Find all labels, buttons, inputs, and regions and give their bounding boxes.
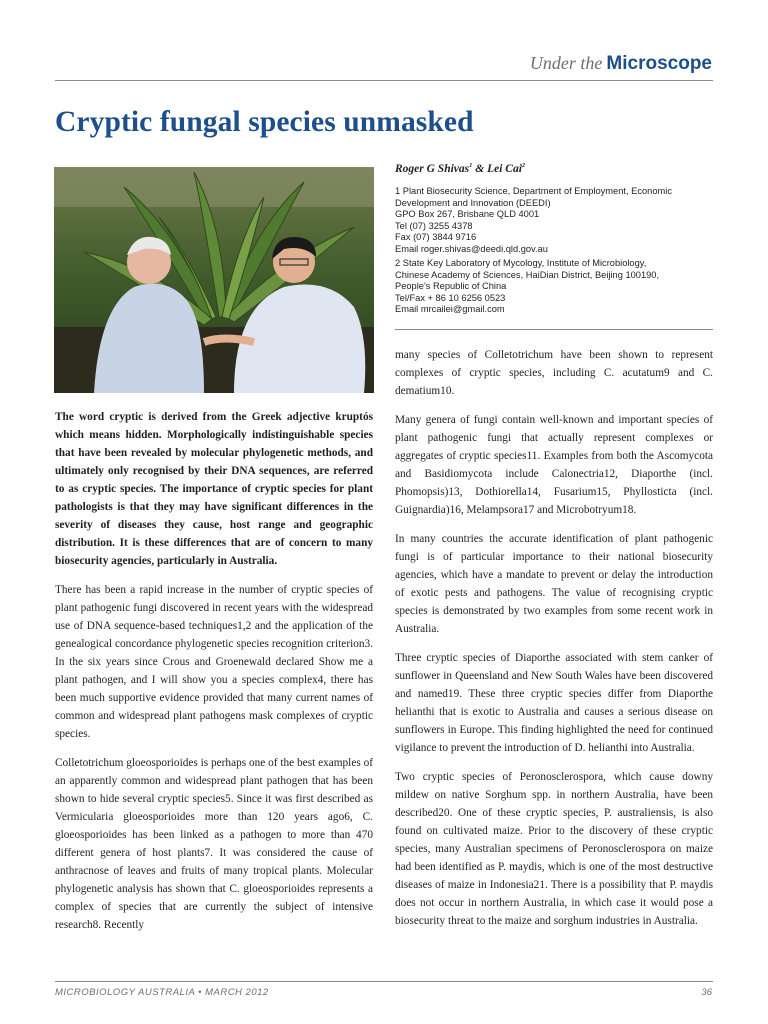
body-paragraph: many species of Colletotrichum have been shown to represent complexes of cryptic species, including C. acutatum9 and C. dematium10.	[395, 349, 713, 397]
footer-rule	[55, 981, 713, 982]
affiliation-line: Tel/Fax + 86 10 6256 0523	[395, 292, 506, 303]
author-2-affil-mark: 2	[521, 162, 526, 170]
page-number: 36	[701, 987, 712, 998]
right-column	[395, 346, 713, 930]
affiliation-email-1[interactable]: Email roger.shivas@deedi.qld.gov.au	[395, 243, 548, 254]
author-byline	[395, 163, 525, 175]
body-paragraph: Three cryptic species of Diaporthe associated with stem canker of sunflower in Queensland and New South Wales have been discovered and named19. These three cryptic species differ from Diaporthe helianthi that is exotic to Australia and causes a serious disease on sunflowers in Europe. This finding highlighted the need for continued vigilance to prevent the introduction of D. helianthi into Australia.	[395, 652, 713, 754]
author-separator: &	[472, 163, 488, 175]
footer-journal: MICROBIOLOGY AUSTRALIA • MARCH 2012	[55, 987, 269, 998]
header-prefix: Under the	[529, 53, 603, 73]
header-section-name: Microscope	[606, 53, 712, 74]
affiliation-line: Tel (07) 3255 4378	[395, 220, 473, 231]
author-affiliations	[395, 186, 715, 316]
affiliation-rule	[395, 329, 713, 330]
author-2-name: Lei Cai	[487, 163, 522, 175]
affiliation-email-2[interactable]: Email mrcailei@gmail.com	[395, 304, 505, 314]
affiliation-line: GPO Box 267, Brisbane QLD 4001	[395, 209, 540, 219]
left-column	[55, 408, 373, 934]
body-paragraph: There has been a rapid increase in the number of cryptic species of plant pathogenic fungi discovered in recent years with the widespread use of DNA sequence-based techniques1,2 and the application of the genealogical concordance phylogenetic species recognition criterion3. In the six years since Crous and Groenewald declared Show me a plant pathogen, and I will show you a species complex4, there has been much supportive evidence provided that many current names of common and widespread plant pathogens mask complexes of cryptic species.	[55, 584, 373, 740]
body-paragraph: Colletotrichum gloeosporioides is perhaps one of the best examples of an apparently common and widespread plant pathogen that has been shown to hide several cryptic species5. Since it was first described as Vermicularia gloeosporioides more than 120 years ago6, C. gloeosporioides has been linked as a pathogen to more than 470 different genera of host plants7. It was considered the cause of anthracnose of leaves and fruits of many tropical plants. Molecular phylogenetic analysis has shown that C. gloeosporioides represents a complex of species that are currently the subject of intensive research8. Recently	[55, 757, 373, 931]
affiliation-line: Fax (07) 3844 9716	[395, 232, 477, 242]
author-1-name: Roger G Shivas	[395, 163, 470, 175]
affiliation-line: Chinese Academy of Sciences, HaiDian District, Beijing 100190,	[395, 269, 660, 280]
running-header	[530, 54, 712, 73]
author-photo	[54, 167, 374, 393]
body-paragraph: Two cryptic species of Peronosclerospora, which cause downy mildew on native Sorghum spp. in northern Australia, have been described20. One of these cryptic species, P. australiensis, is also found on cultivated maize. Prior to the discovery of these cryptic species, many Australian specimens of Peronosclerospora on maize had been identified as P. maydis, which is one of the most destructive diseases of maize in Indonesia21. There is a possibility that P. maydis does not occur in northern Australia, in which case it would pose a biosecurity threat to the maize and sorghum industries in Australia.	[395, 771, 713, 927]
affiliation-line: 1 Plant Biosecurity Science, Department of Employment, Economic	[395, 186, 672, 196]
affiliation-line: Development and Innovation (DEEDI)	[395, 197, 551, 208]
abstract: The word cryptic is derived from the Greek adjective kruptós which means hidden. Morphologically indistinguishable species that have been revealed by molecular phylogenetic methods, and ultimately only recognised by their DNA sequences, are referred to as cryptic species. The importance of cryptic species for plant pathologists is that they may have significant differences in the severity of diseases they cause, host range and geographic distribution. It is these differences that are of concern to many biosecurity agencies, particularly in Australia.	[55, 411, 373, 567]
affiliation-line: People's Republic of China	[395, 281, 507, 291]
header-rule	[55, 80, 713, 81]
author-1-affil-mark: 1	[469, 162, 473, 170]
affiliation-line: 2 State Key Laboratory of Mycology, Institute of Microbiology,	[395, 258, 647, 268]
body-paragraph: Many genera of fungi contain well-known and important species of plant pathogenic fungi that actually represent complexes or aggregates of cryptic species11. Examples from both the Ascomycota and Basidiomycota include Calonectria12, Diaporthe (incl. Phomopsis)13, Dothiorella14, Fusarium15, Phyllosticta (incl. Guignardia)16, Melampsora17 and Microbotryum18.	[395, 414, 713, 516]
body-paragraph: In many countries the accurate identification of plant pathogenic fungi is of particular importance to their national biosecurity agencies, which have a mandate to prevent or delay the introduction of exotic pests and pathogens. The value of recognising cryptic species is demonstrated by two examples from some recent work in Australia.	[395, 533, 713, 635]
article-title: Cryptic fungal species unmasked	[55, 106, 474, 138]
